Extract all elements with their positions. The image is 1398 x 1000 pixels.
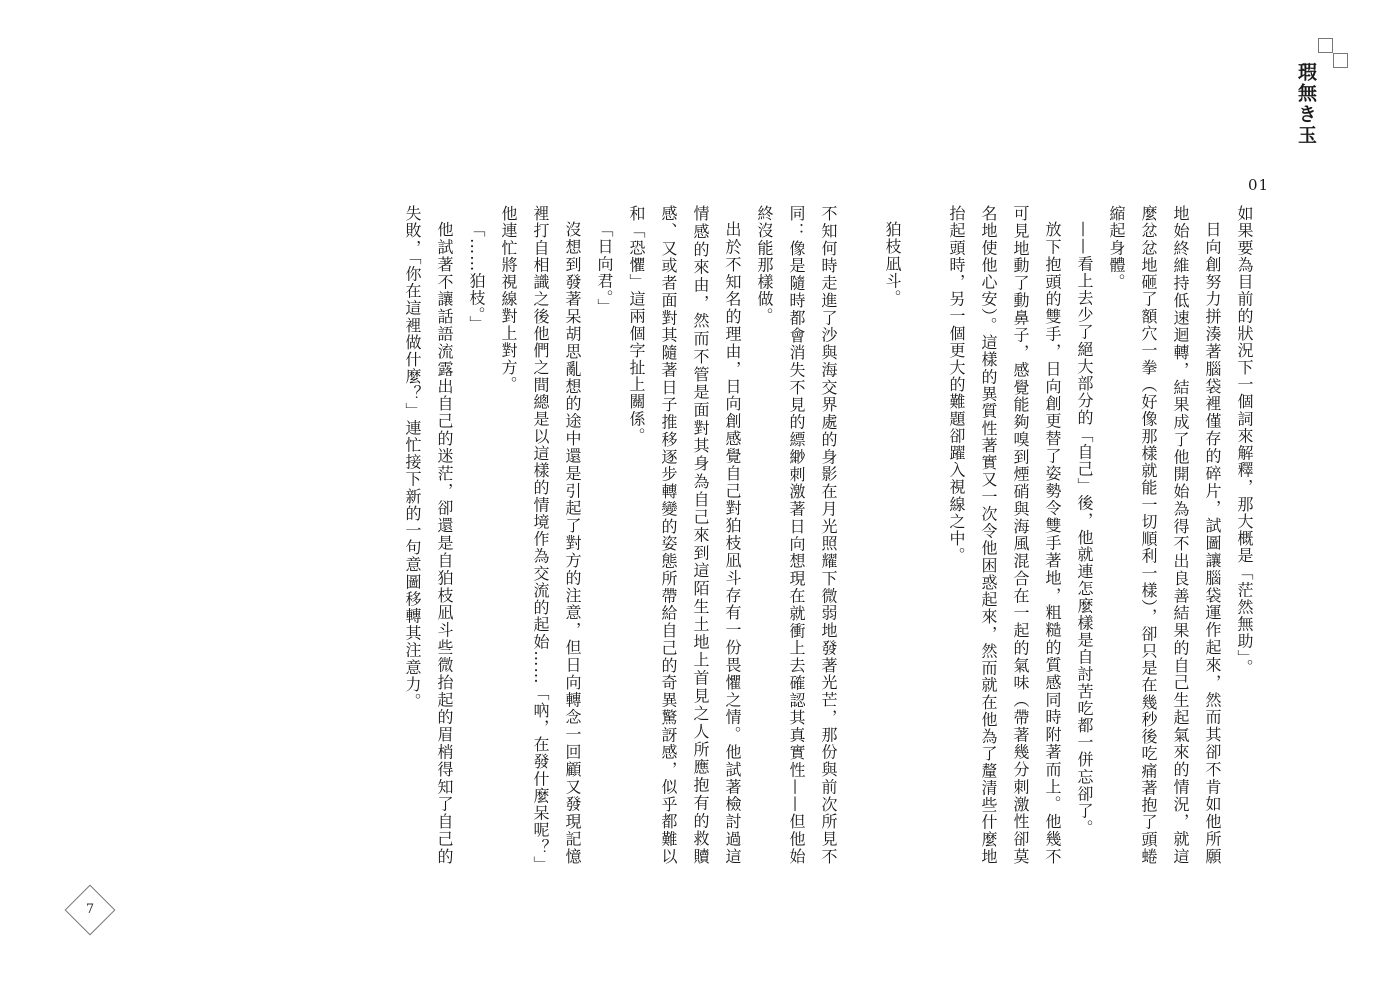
paragraph: 狛枝凪斗。 [883, 221, 902, 307]
dialogue-line: 「……狛枝。」 [467, 221, 486, 333]
decoration-square [1333, 53, 1348, 68]
paragraph: 出於不知名的理由，日向創感覺自己對狛枝凪斗存有一份畏懼之情。他試著檢討過這情感的來由，然而不管是面對其身為自己來到這陌生土地上首見之人所應抱有的救贖感、又或者面對其隨著日子推移逐步轉變的姿態所帶給自己的奇異驚訝感，似乎都難以和「恐懼」這兩個字扯上關係。 [627, 205, 742, 865]
blank-line [908, 205, 940, 865]
decoration-square [1318, 38, 1333, 53]
paragraph: 他試著不讓話語流露出自己的迷茫，卻還是自狛枝凪斗些微抬起的眉梢得知了自己的失敗，「你在這裡做什麼？」連忙接下新的一句意圖移轉其注意力。 [403, 205, 454, 865]
page-number-badge [64, 884, 116, 936]
paragraph: 沒想到發著呆胡思亂想的途中還是引起了對方的注意，但日向轉念一回顧又發現記憶裡打自相識之後他們之間總是以這樣的情境作為交流的起始……「吶，在發什麼呆呢？」他連忙將視線對上對方。 [499, 205, 582, 865]
paragraph: 如果要為目前的狀況下一個詞來解釋，那大概是「茫然無助」。 [1235, 205, 1254, 676]
vertical-body-text [396, 205, 1260, 865]
chapter-number: 01 [1248, 176, 1270, 194]
page-number: 7 [85, 902, 95, 917]
book-title: 瑕無き玉 [1295, 62, 1317, 146]
paragraph: ——看上去少了絕大部分的「自己」後，他就連怎麼樣是自討苦吃都一併忘卻了。 [1075, 221, 1094, 837]
paragraph: 不知何時走進了沙與海交界處的身影在月光照耀下微弱地發著光芒，那份與前次所見不同：像是隨時都會消失不見的縹緲刺激著日向想現在就衝上去確認其真實性——但他始終沒能那樣做。 [755, 205, 838, 865]
blank-line [844, 205, 876, 865]
paragraph: 放下抱頭的雙手，日向創更替了姿勢令雙手著地，粗糙的質感同時附著而上。他幾不可見地動了動鼻子，感覺能夠嗅到煙硝與海風混合在一起的氣味（帶著幾分刺激性卻莫名地使他心安）。這樣的異質性著實又一次令他困惑起來，然而就在他為了釐清些什麼地抬起頭時，另一個更大的難題卻躍入視線之中。 [947, 205, 1062, 865]
dialogue-line: 「日向君。」 [595, 221, 614, 316]
paragraph: 日向創努力拼湊著腦袋裡僅存的碎片，試圖讓腦袋運作起來，然而其卻不肯如他所願地始終維持低速迴轉，結果成了他開始為得不出良善結果的自己生起氣來的情況，就這麼忿忿地砸了額穴一拳（好像那樣就能一切順利一樣），卻只是在幾秒後吃痛著抱了頭蜷縮起身體。 [1107, 205, 1222, 865]
corner-decoration [1316, 36, 1350, 70]
